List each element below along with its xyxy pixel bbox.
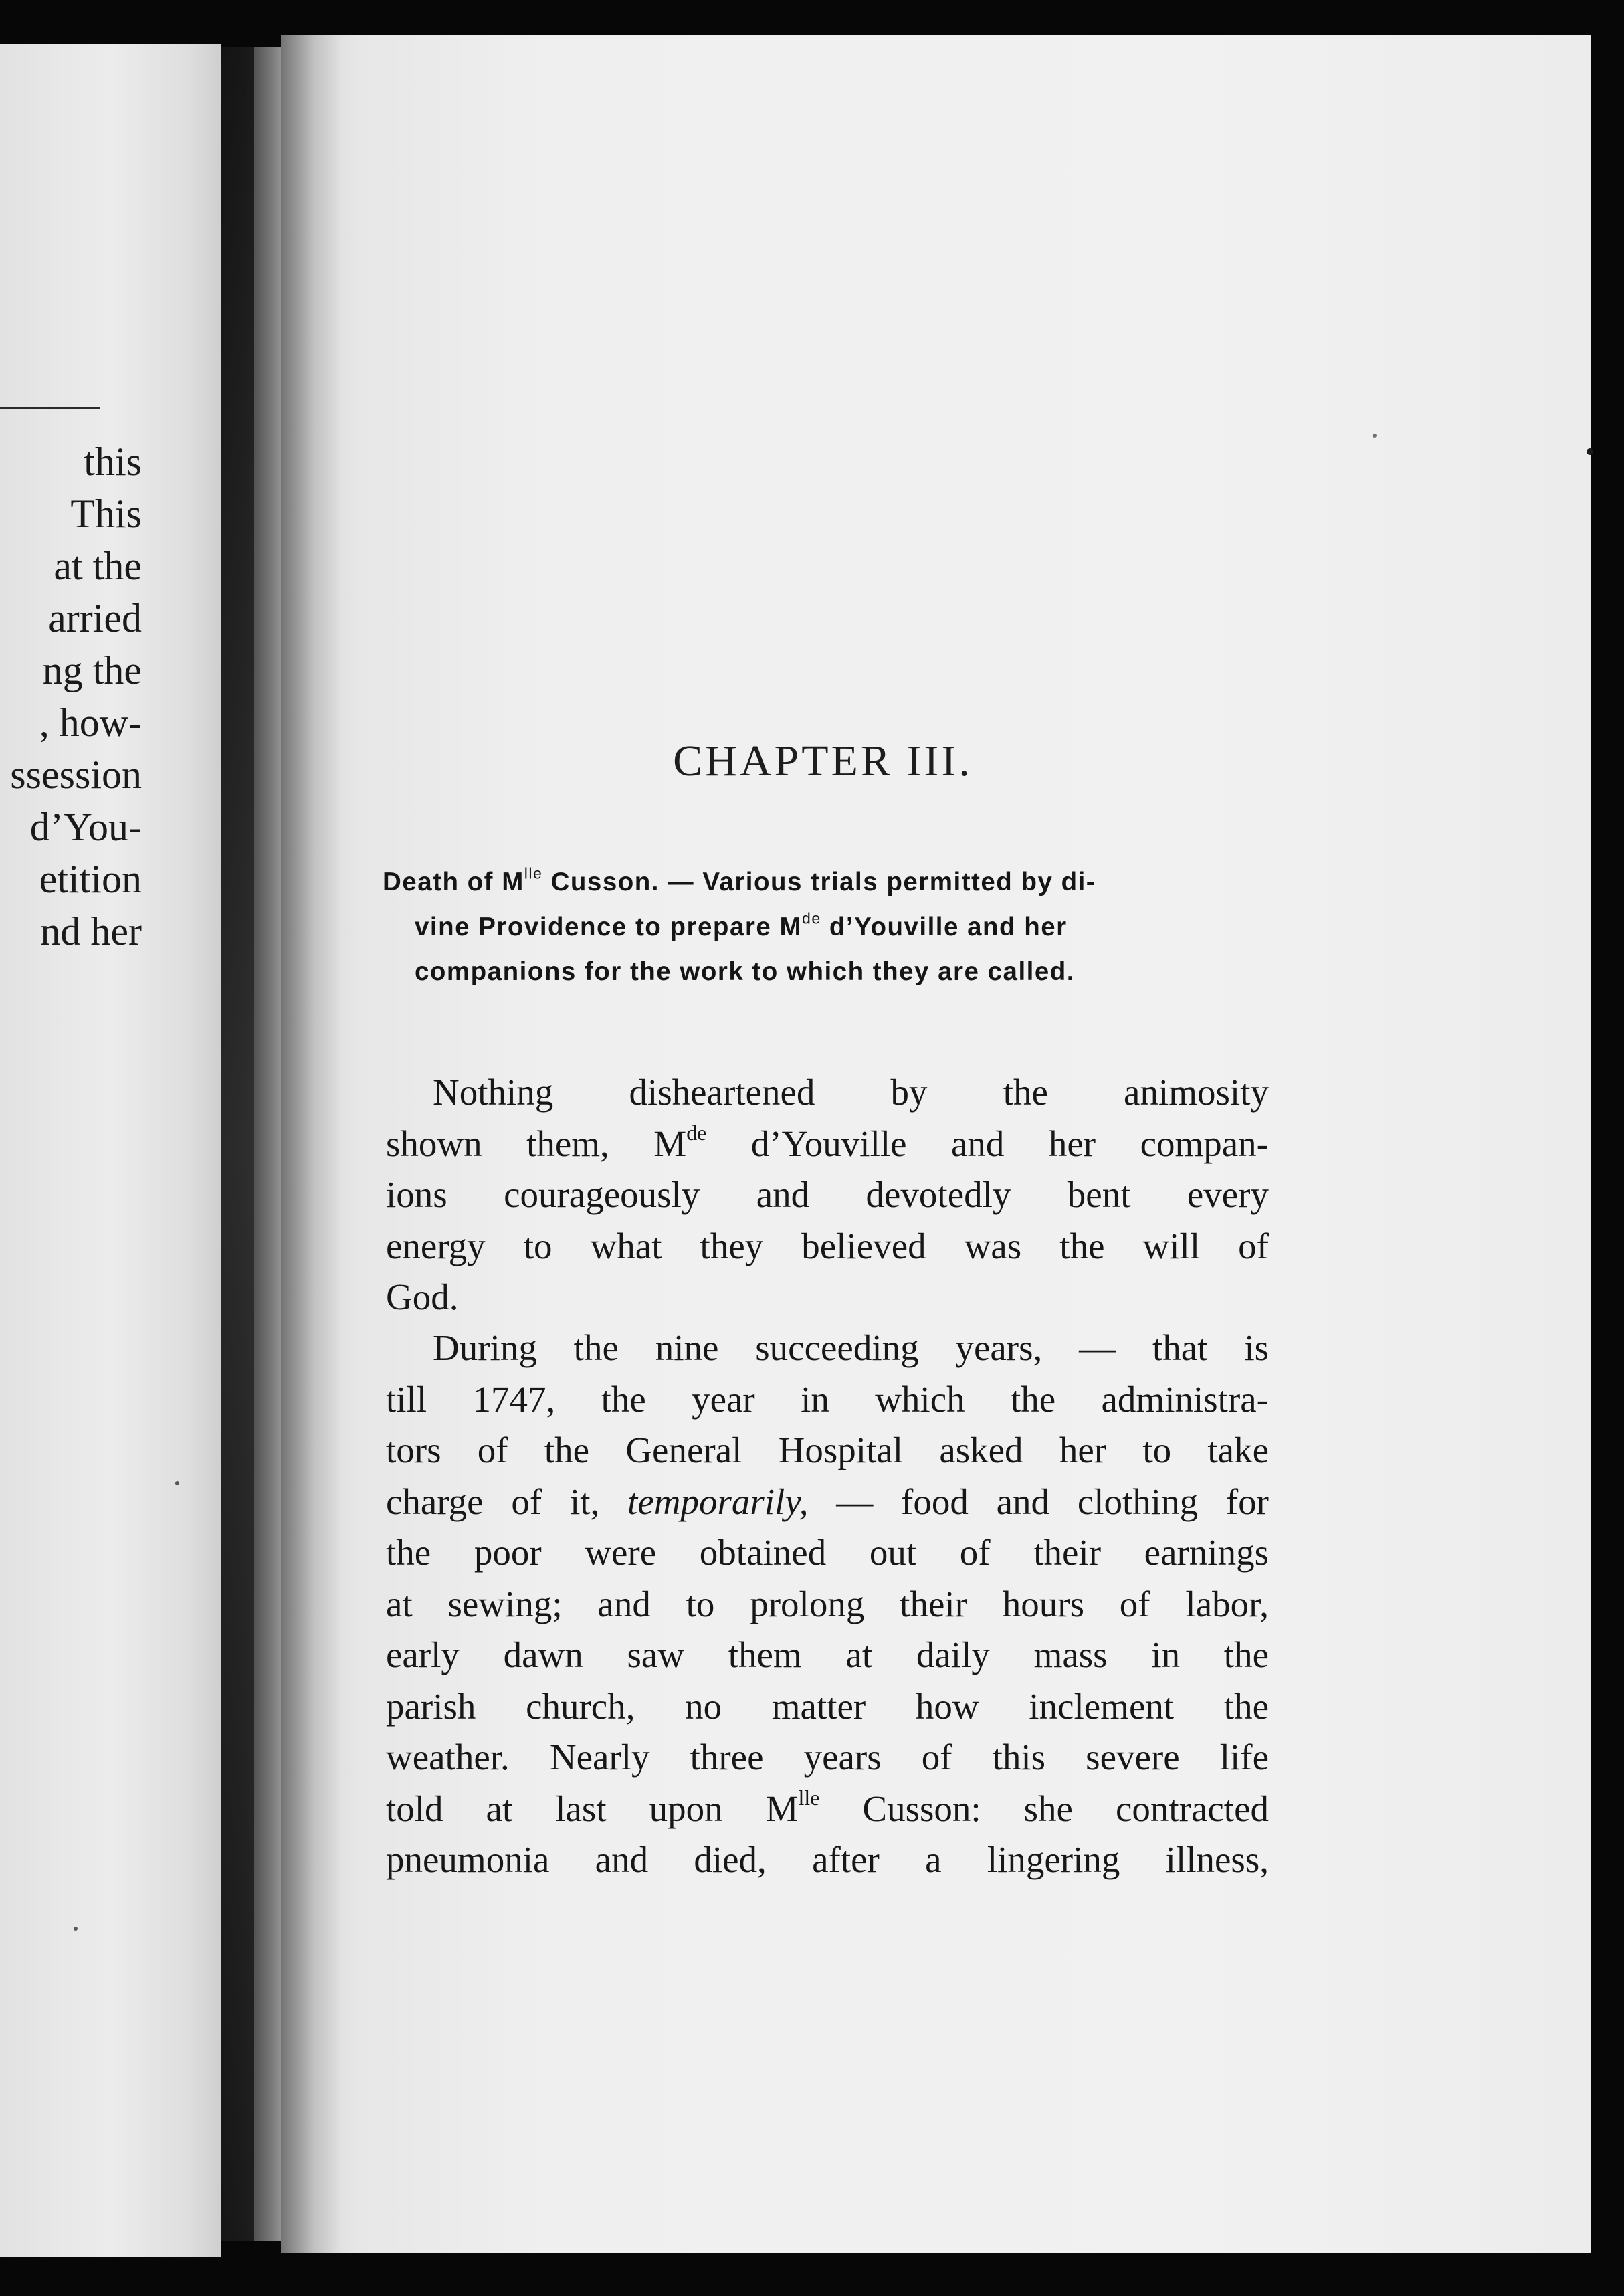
text-line: [386, 1119, 1269, 1170]
paragraph-1: [386, 1067, 1269, 1323]
left-page-line: this: [84, 440, 142, 484]
left-page-rule: [0, 407, 100, 409]
left-page-line: , how-: [39, 700, 142, 745]
text-line: tors of the General Hospital asked her to take: [386, 1430, 1269, 1470]
text-span: charge of it,: [386, 1480, 628, 1522]
text-line: the poor were obtained out of their earnings: [386, 1532, 1269, 1573]
superscript: lle: [798, 1786, 820, 1810]
summary-line: companions for the work to which they are called.: [415, 957, 1075, 986]
text-span: shown them, M: [386, 1123, 687, 1164]
summary-line: [383, 860, 1272, 904]
left-page-line: This: [70, 492, 142, 536]
text-line: God.: [386, 1276, 459, 1317]
text-line: [386, 1784, 1269, 1835]
superscript: de: [802, 909, 821, 927]
text-line: energy to what they believed was the will of: [386, 1225, 1269, 1266]
summary-text: d’Youville and her: [821, 913, 1068, 941]
superscript: de: [686, 1121, 707, 1145]
scan-speck: [74, 1927, 78, 1931]
text-line: ions courageously and devotedly bent every: [386, 1174, 1269, 1215]
text-span: — food and clothing for: [808, 1480, 1269, 1522]
scan-speck: [1587, 448, 1593, 455]
text-span: d’Youville and her compan-: [706, 1123, 1270, 1164]
summary-line: [383, 904, 1272, 949]
text-line: [386, 1476, 1269, 1528]
left-page-line: d’You-: [29, 805, 142, 849]
italic-text: temporarily,: [627, 1480, 809, 1522]
previous-page: [0, 44, 221, 2257]
text-line: Nothing disheartened by the animosity: [433, 1072, 1269, 1113]
text-line: pneumonia and died, after a lingering illness,: [386, 1839, 1269, 1880]
left-page-line: nd her: [40, 909, 142, 953]
left-page-line: etition: [39, 857, 142, 901]
text-line: early dawn saw them at daily mass in the: [386, 1634, 1269, 1675]
paragraph-2: [386, 1323, 1269, 1886]
text-line: at sewing; and to prolong their hours of labor,: [386, 1583, 1269, 1624]
left-page-line: at the: [54, 544, 142, 588]
page-edge-shadow: [281, 35, 341, 2253]
scan-speck: [1373, 434, 1377, 438]
summary-text: vine Providence to prepare M: [415, 913, 803, 941]
text-line: During the nine succeeding years, — that is: [433, 1327, 1269, 1368]
left-page-line: arried: [48, 596, 142, 640]
left-page-line: ssession: [10, 753, 142, 797]
chapter-heading: CHAPTER III.: [673, 737, 973, 785]
text-line: weather. Nearly three years of this severe life: [386, 1737, 1269, 1778]
left-page-line: ng the: [42, 648, 142, 692]
superscript: lle: [524, 864, 543, 882]
text-span: Cusson: she contracted: [819, 1788, 1269, 1829]
book-spine-edge: [221, 47, 254, 2241]
summary-text: Death of M: [383, 868, 524, 896]
text-line: till 1747, the year in which the administra-: [386, 1378, 1269, 1420]
text-line: parish church, no matter how inclement the: [386, 1685, 1269, 1727]
scan-speck: [175, 1481, 179, 1485]
text-span: told at last upon M: [386, 1788, 799, 1829]
chapter-summary: [383, 860, 1272, 994]
summary-text: Cusson. — Various trials permitted by di-: [542, 868, 1096, 896]
